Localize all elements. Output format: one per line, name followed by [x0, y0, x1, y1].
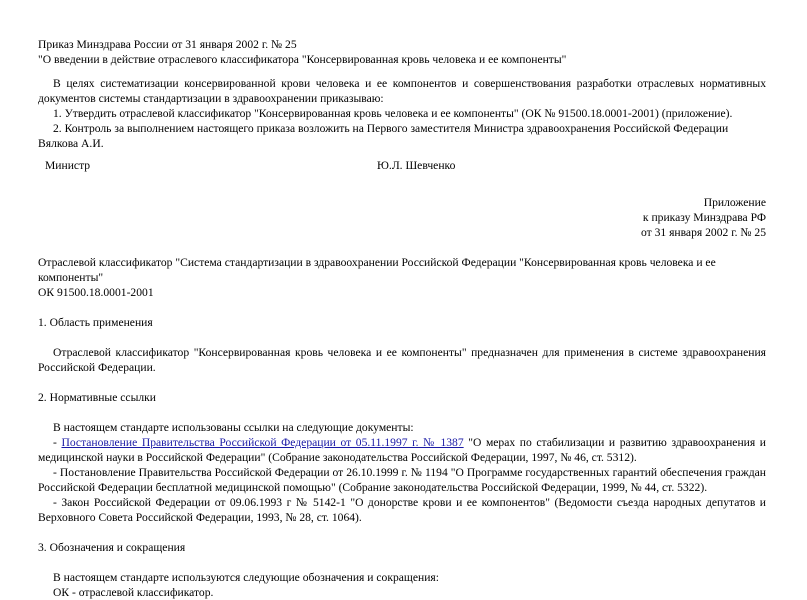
- classifier-code: ОК 91500.18.0001-2001: [38, 286, 154, 299]
- appendix-ref: к приказу Минздрава РФ: [642, 211, 766, 224]
- section-heading: 1. Область применения: [38, 316, 153, 329]
- reference-item: - Закон Российской Федерации от 09.06.1993 г № 5142-1 "О донорстве крови и ее компонентов" (Ведомости съезда народных депутатов и Верховного Совета Российской Федерации, 1993, № 28, ст. 1064).: [38, 496, 766, 524]
- appendix-label: Приложение: [703, 196, 766, 209]
- appendix-block: [38, 195, 766, 240]
- classifier-title: Отраслевой классификатор "Система стандартизации в здравоохранении Российской Федерации "Консервированная кровь человека и ее компоненты": [38, 256, 716, 284]
- signature-position: Министр: [45, 159, 91, 172]
- document-body: [38, 37, 766, 600]
- appendix-date: от 31 января 2002 г. № 25: [640, 226, 766, 239]
- section-intro: В настоящем стандарте использованы ссылки на следующие документы:: [53, 421, 414, 434]
- reference-item: - Постановление Правительства Российской Федерации от 05.11.1997 г. № 1387 "О мерах по стабилизации и развитию здравоохранения и медицинской науки в Российской Федерации" (Собрание законодательства Российской Федерации, 1997, № 46, ст. 5312).: [38, 436, 766, 464]
- order-title: Приказ Минздрава России от 31 января 2002 г. № 25: [38, 38, 297, 51]
- section-heading: 3. Обозначения и сокращения: [38, 541, 186, 554]
- reference-item: - Постановление Правительства Российской Федерации от 26.10.1999 г. № 1194 "О Программе государственных гарантий обеспечения граждан Российской Федерации бесплатной медицинской помощью" (Собрание законодательства Российской Федерации, 1999, № 44, ст. 5322).: [38, 466, 766, 494]
- order-preamble: В целях систематизации консервированной крови человека и ее компонентов и совершенствования разработки отраслевых нормативных документов системы стандартизации в здравоохранении приказываю:: [38, 77, 766, 105]
- order-item: 1. Утвердить отраслевой классификатор "Консервированная кровь человека и ее компоненты" (ОК № 91500.18.0001-2001) (приложение).: [53, 107, 733, 120]
- order-item: 2. Контроль за выполнением настоящего приказа возложить на Первого заместителя Министра здравоохранения Российской Федерации Вялкова А.И.: [38, 122, 729, 150]
- signature-block: [38, 158, 766, 173]
- signature-name: Ю.Л. Шевченко: [377, 159, 456, 172]
- section-intro: В настоящем стандарте используются следующие обозначения и сокращения:: [53, 571, 439, 584]
- section-text: Отраслевой классификатор "Консервированная кровь человека и ее компоненты" предназначен для применения в системе здравоохранения Российской Федерации.: [38, 346, 766, 374]
- abbreviation-item: ОК - отраслевой классификатор.: [53, 586, 214, 599]
- order-subject: "О введении в действие отраслевого классификатора "Консервированная кровь человека и ее компоненты": [38, 53, 567, 66]
- reference-link[interactable]: Постановление Правительства Российской Федерации от 05.11.1997 г. № 1387: [61, 436, 464, 449]
- section-heading: 2. Нормативные ссылки: [38, 391, 156, 404]
